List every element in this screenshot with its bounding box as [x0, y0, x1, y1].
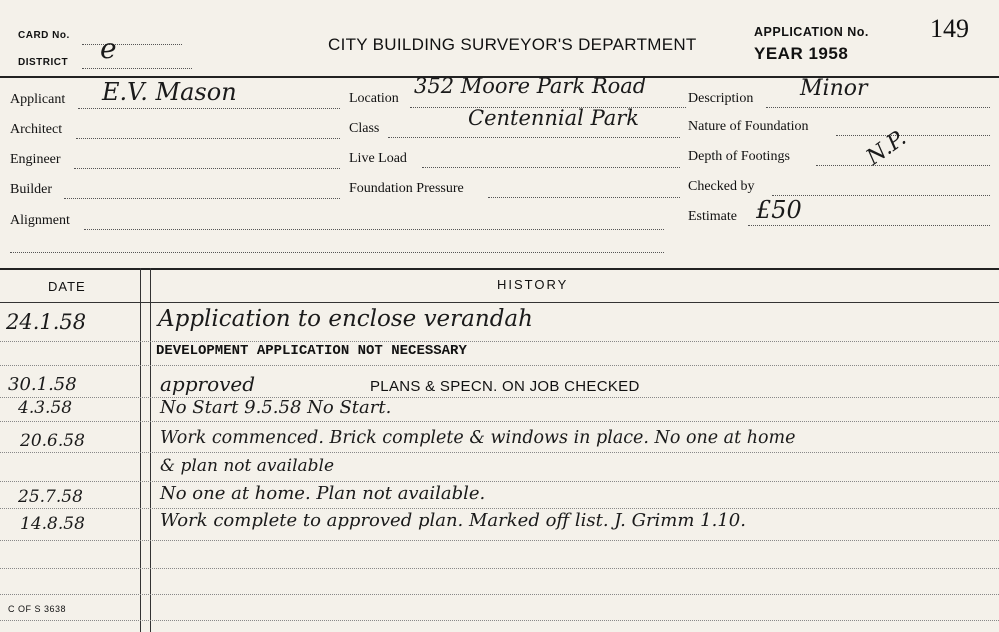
department-title: CITY BUILDING SURVEYOR'S DEPARTMENT — [328, 35, 697, 54]
estimate-line — [748, 225, 990, 226]
description-label: Description — [688, 91, 754, 106]
entry-text: & plan not available — [160, 456, 335, 476]
entry-text: approved — [160, 372, 256, 396]
location-label: Location — [349, 91, 399, 106]
engineer-line — [74, 168, 340, 169]
builder-label: Builder — [10, 182, 52, 197]
engineer-label: Engineer — [10, 152, 61, 167]
entry-date: 30.1.58 — [8, 374, 77, 395]
nature-line — [836, 135, 990, 136]
alignment-label: Alignment — [10, 213, 70, 228]
card-no-label: CARD No. — [18, 30, 70, 41]
district-label: DISTRICT — [18, 57, 69, 68]
history-column-divider-2 — [150, 268, 151, 632]
application-number: 149 — [930, 14, 969, 43]
entry-date: 25.7.58 — [18, 487, 83, 507]
foundation-pressure-label: Foundation Pressure — [349, 181, 464, 196]
description-value: Minor — [800, 76, 868, 101]
history-column-header: HISTORY — [497, 277, 569, 292]
checked-by-label: Checked by — [688, 179, 755, 194]
class-label: Class — [349, 121, 380, 136]
entry-date: 24.1.58 — [6, 310, 87, 334]
nature-of-foundation-label: Nature of Foundation — [688, 119, 809, 134]
builder-line — [64, 198, 340, 199]
entry-date: 4.3.58 — [18, 398, 73, 418]
alignment-line — [84, 229, 664, 230]
row-line — [0, 540, 999, 541]
history-column-divider — [140, 268, 141, 632]
applicant-label: Applicant — [10, 92, 66, 107]
year-label: YEAR 1958 — [754, 44, 849, 63]
entry-text: No Start 9.5.58 No Start. — [160, 397, 392, 418]
row-line — [0, 365, 999, 366]
live-load-label: Live Load — [349, 151, 407, 166]
class-line — [388, 137, 680, 138]
live-load-line — [422, 167, 680, 168]
entry-stamp: PLANS & SPECN. ON JOB CHECKED — [370, 378, 640, 395]
row-line — [0, 568, 999, 569]
architect-label: Architect — [10, 122, 63, 137]
entry-stamp: DEVELOPMENT APPLICATION NOT NECESSARY — [156, 343, 467, 359]
estimate-label: Estimate — [688, 209, 737, 224]
entry-date: 14.8.58 — [20, 514, 85, 534]
depth-of-footings-label: Depth of Footings — [688, 149, 790, 164]
row-line — [0, 421, 999, 422]
entry-text: Work commenced. Brick complete & windows in place. No one at home — [160, 428, 796, 448]
entry-text: Application to enclose verandah — [158, 306, 533, 332]
card-no-line — [82, 44, 182, 45]
description-line — [766, 107, 990, 108]
foundation-pressure-line — [488, 197, 680, 198]
class-value: Centennial Park — [468, 106, 640, 130]
row-line — [0, 620, 999, 621]
checked-by-line — [772, 195, 990, 196]
depth-value: N.P. — [862, 125, 911, 171]
district-value: e — [100, 32, 117, 65]
applicant-line — [78, 108, 340, 109]
entry-text: No one at home. Plan not available. — [160, 483, 486, 504]
district-line — [82, 68, 192, 69]
row-line — [0, 508, 999, 509]
form-code: C OF S 3638 — [8, 604, 67, 614]
row-line — [0, 452, 999, 453]
application-no-label: APPLICATION No. — [754, 25, 869, 39]
location-value: 352 Moore Park Road — [414, 74, 647, 98]
row-line — [0, 481, 999, 482]
depth-line — [816, 165, 990, 166]
estimate-value: £50 — [756, 196, 802, 224]
entry-text: Work complete to approved plan. Marked off list. J. Grimm 1.10. — [160, 510, 746, 531]
applicant-value: E.V. Mason — [102, 78, 237, 106]
row-line — [0, 594, 999, 595]
row-line — [0, 341, 999, 342]
date-column-header: DATE — [48, 279, 86, 294]
architect-line — [76, 138, 340, 139]
entry-date: 20.6.58 — [20, 431, 85, 451]
row-line — [0, 397, 999, 398]
alignment-line-2 — [10, 252, 664, 253]
